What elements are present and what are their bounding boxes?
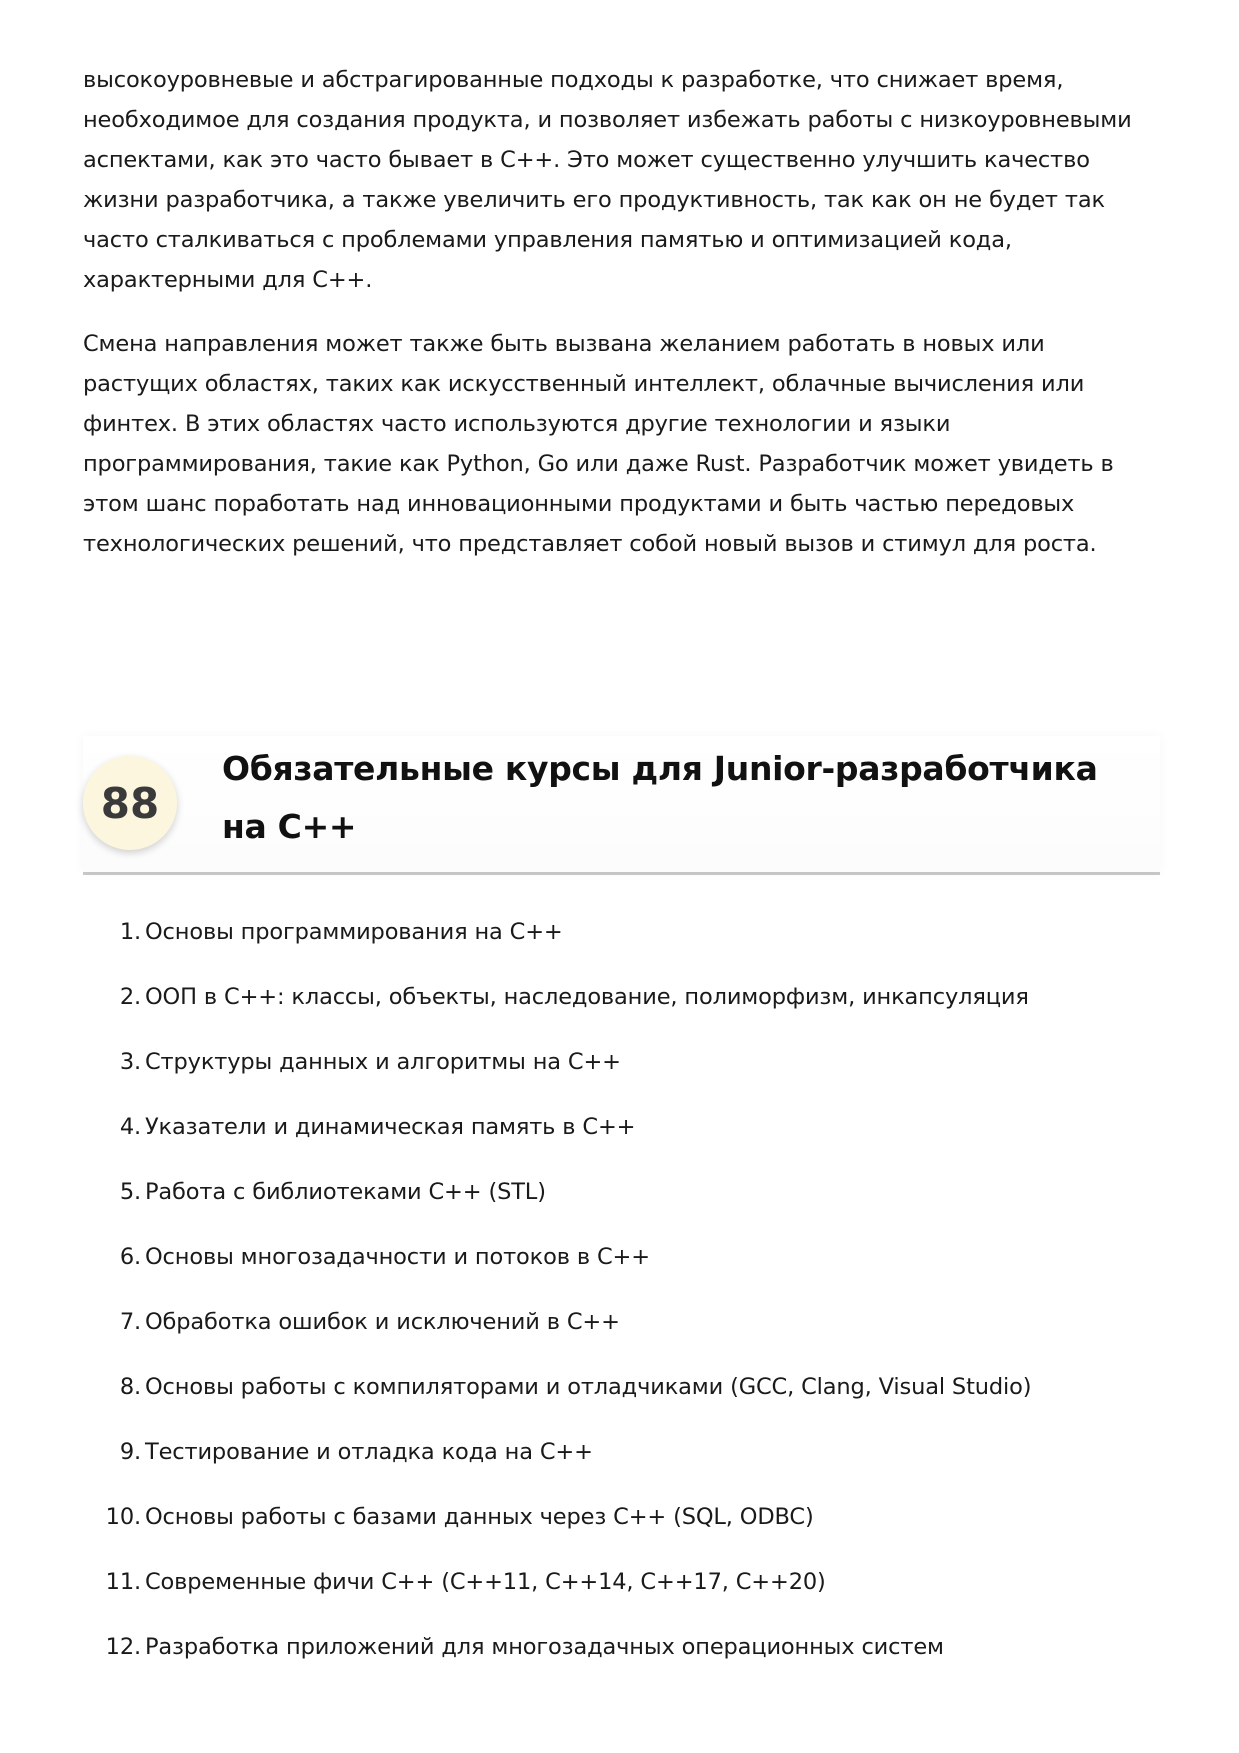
list-item-number: 4. <box>119 1114 141 1140</box>
list-item <box>83 1432 1163 1497</box>
list-item-number: 9. <box>119 1439 141 1465</box>
list-item <box>83 1497 1163 1562</box>
list-item <box>83 1367 1163 1432</box>
list-item-number: 5. <box>119 1179 141 1205</box>
list-item-number: 10. <box>105 1504 141 1530</box>
list-item-number: 3. <box>119 1049 141 1075</box>
list-item-text: Основы работы с базами данных через C++ (SQL, ODBC) <box>145 1504 814 1530</box>
list-item-text: Основы программирования на C++ <box>145 919 563 945</box>
list-item-text: Основы работы с компиляторами и отладчиками (GCC, Clang, Visual Studio) <box>145 1374 1032 1400</box>
list-item <box>83 977 1163 1042</box>
list-item-text: Основы многозадачности и потоков в C++ <box>145 1244 650 1270</box>
list-item-text: Работа с библиотеками C++ (STL) <box>145 1179 546 1205</box>
section-title: Обязательные курсы для Junior-разработчика на C++ <box>222 749 1098 846</box>
list-item <box>83 1562 1163 1627</box>
list-item-text: Разработка приложений для многозадачных операционных систем <box>145 1634 944 1660</box>
list-item-number: 2. <box>119 984 141 1010</box>
list-item-text: ООП в C++: классы, объекты, наследование, полиморфизм, инкапсуляция <box>145 984 1029 1010</box>
list-item-number: 6. <box>119 1244 141 1270</box>
list-item <box>83 1172 1163 1237</box>
body-paragraph: высокоуровневые и абстрагированные подходы к разработке, что снижает время, необходимое для создания продукта, и позволяет избежать работы с низкоуровневыми аспектами, как это часто бывает в C++. Это может существенно улучшить качество жизни разработчика, а также увеличить его продуктивность, так как он не будет так часто сталкиваться с проблемами управления памятью и оптимизацией кода, характерными для C++. <box>83 67 1132 293</box>
list-item-number: 11. <box>105 1569 141 1595</box>
list-item-number: 1. <box>119 919 141 945</box>
list-item <box>83 1107 1163 1172</box>
list-item-text: Современные фичи C++ (C++11, C++14, C++17, C++20) <box>145 1569 826 1595</box>
list-item <box>83 1302 1163 1367</box>
section-number-badge: 88 <box>83 756 177 850</box>
list-item <box>83 1042 1163 1107</box>
section-header <box>83 736 1160 875</box>
course-list <box>83 912 1163 1692</box>
list-item <box>83 1237 1163 1302</box>
body-paragraph: Смена направления может также быть вызвана желанием работать в новых или растущих областях, таких как искусственный интеллект, облачные вычисления или финтех. В этих областях часто используются другие технологии и языки программирования, такие как Python, Go или даже Rust. Разработчик может увидеть в этом шанс поработать над инновационными продуктами и быть частью передовых технологических решений, что представляет собой новый вызов и стимул для роста. <box>83 331 1114 557</box>
list-item-text: Обработка ошибок и исключений в C++ <box>145 1309 620 1335</box>
list-item <box>83 1627 1163 1692</box>
list-item-text: Указатели и динамическая память в C++ <box>145 1114 636 1140</box>
list-item-number: 8. <box>119 1374 141 1400</box>
list-item <box>83 912 1163 977</box>
list-item-text: Структуры данных и алгоритмы на C++ <box>145 1049 621 1075</box>
list-item-number: 12. <box>105 1634 141 1660</box>
list-item-text: Тестирование и отладка кода на C++ <box>145 1439 593 1465</box>
list-item-number: 7. <box>119 1309 141 1335</box>
